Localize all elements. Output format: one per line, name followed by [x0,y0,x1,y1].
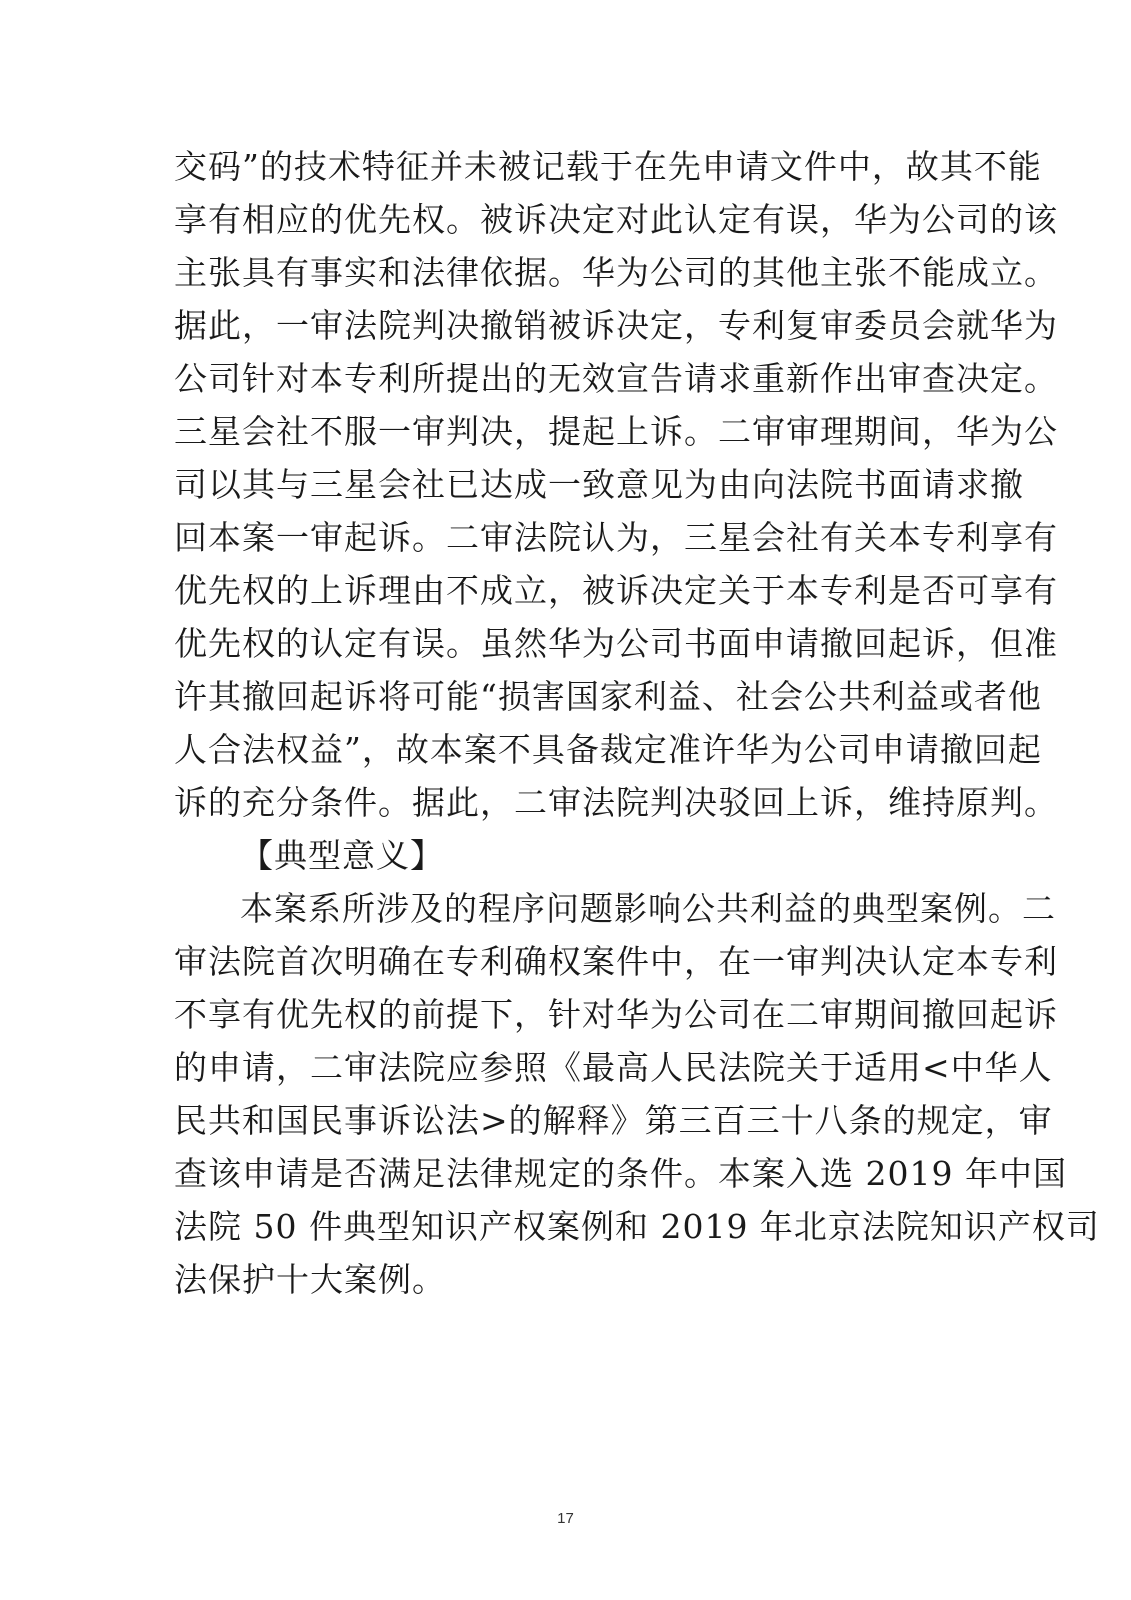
text-line: 审法院首次明确在专利确权案件中，在一审判决认定本专利 [174,942,1058,981]
text-line: 许其撤回起诉将可能“损害国家利益、社会公共利益或者他 [174,677,1042,716]
text-line: 优先权的上诉理由不成立，被诉决定关于本专利是否可享有 [174,571,1058,610]
page-number: 17 [557,1510,574,1527]
text-line: 享有相应的优先权。被诉决定对此认定有误，华为公司的该 [174,200,1058,239]
body-text [174,140,1100,1306]
paragraph-significance [174,882,1100,1306]
text-line: 交码”的技术特征并未被记载于在先申请文件中，故其不能 [174,147,1042,186]
text-line: 回本案一审起诉。二审法院认为，三星会社有关本专利享有 [174,518,1058,557]
paragraph-case-summary [174,140,1058,829]
text-line: 公司针对本专利所提出的无效宣告请求重新作出审查决定。 [174,359,1058,398]
text-line: 查该申请是否满足法律规定的条件。本案入选 2019 年中国 [174,1154,1067,1193]
text-line: 法院 50 件典型知识产权案例和 2019 年北京法院知识产权司 [174,1207,1100,1246]
text-line: 优先权的认定有误。虽然华为公司书面申请撤回起诉，但准 [174,624,1058,663]
text-line: 人合法权益”，故本案不具备裁定准许华为公司申请撤回起 [174,730,1042,769]
text-line: 法保护十大案例。 [174,1260,446,1299]
text-line: 民共和国民事诉讼法>的解释》第三百三十八条的规定，审 [174,1101,1053,1140]
text-line: 不享有优先权的前提下，针对华为公司在二审期间撤回起诉 [174,995,1058,1034]
text-line: 三星会社不服一审判决，提起上诉。二审审理期间，华为公 [174,412,1058,451]
text-line: 诉的充分条件。据此，二审法院判决驳回上诉，维持原判。 [174,783,1058,822]
section-heading: 【典型意义】 [240,836,444,875]
text-line: 的申请，二审法院应参照《最高人民法院关于适用<中华人 [174,1048,1053,1087]
text-line: 本案系所涉及的程序问题影响公共利益的典型案例。二 [240,889,1056,928]
text-line: 主张具有事实和法律依据。华为公司的其他主张不能成立。 [174,253,1058,292]
text-line: 司以其与三星会社已达成一致意见为由向法院书面请求撤 [174,465,1024,504]
text-line: 据此，一审法院判决撤销被诉决定，专利复审委员会就华为 [174,306,1058,345]
